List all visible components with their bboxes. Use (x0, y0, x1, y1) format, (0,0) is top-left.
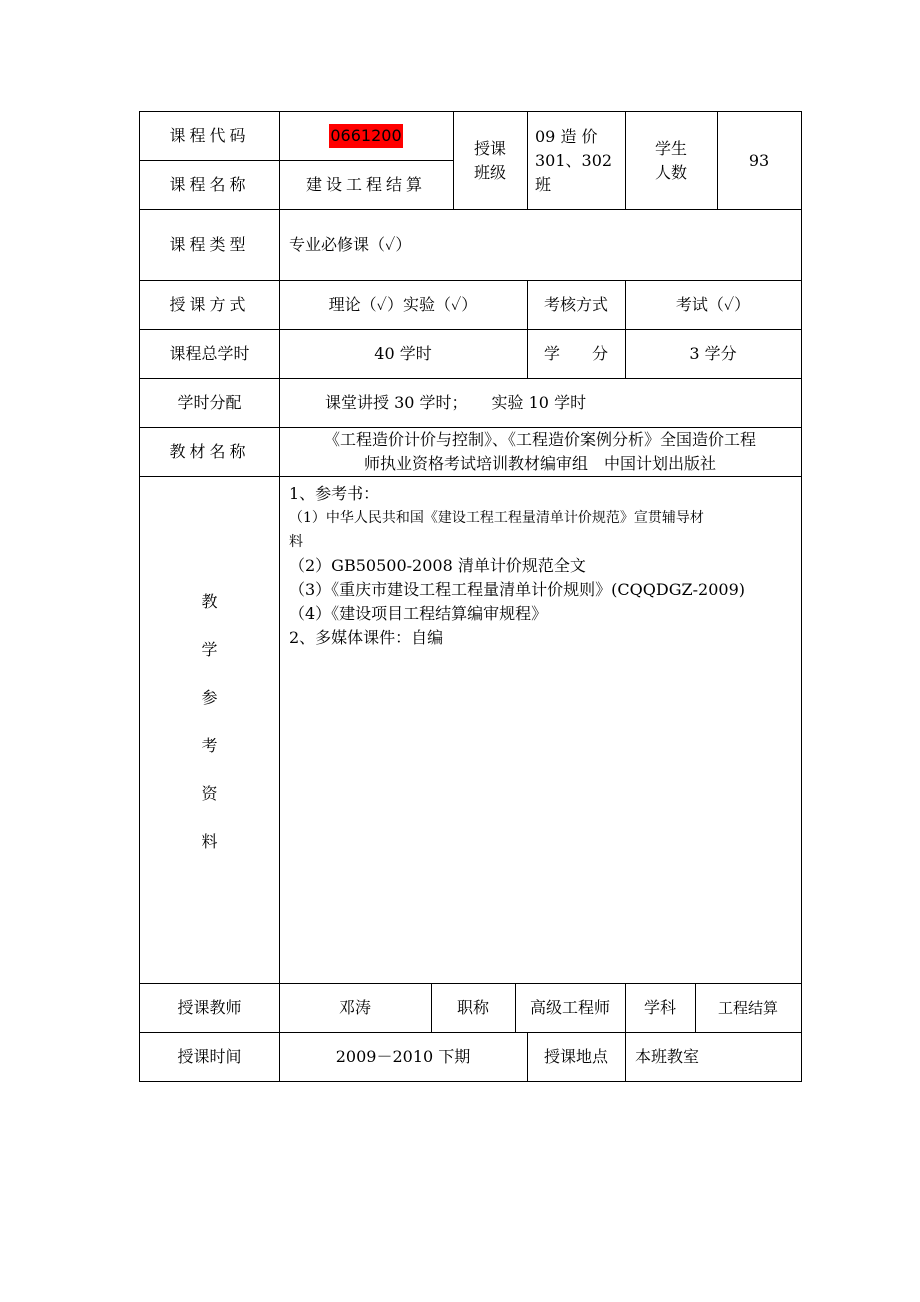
teacher-label: 授课教师 (139, 983, 280, 1033)
students-label-cell (625, 111, 718, 210)
course-code-label: 课程代码 (139, 111, 280, 161)
teaching-time-label: 授课时间 (139, 1032, 280, 1082)
course-code-value: 0661200 (329, 124, 402, 148)
reference-line: （4）《建设项目工程结算编审规程》 (289, 604, 548, 623)
textbook-line-1: 《工程造价计价与控制》、《工程造价案例分析》全国造价工程 (323, 429, 756, 449)
reference-line: （3）《重庆市建设工程工程量清单计价规则》(CQQDGZ-2009) (289, 580, 745, 599)
subject-label: 学科 (625, 983, 696, 1033)
teaching-place-value: 本班教室 (625, 1032, 802, 1082)
textbook-line-2: 师执业资格考试培训教材编审组 中国计划出版社 (363, 453, 716, 473)
job-title-label: 职称 (431, 983, 516, 1033)
teaching-mode-label: 授课方式 (139, 280, 280, 330)
class-label-1: 授课 (473, 138, 506, 158)
references-label-char: 料 (201, 831, 218, 851)
reference-line: 1、参考书： (289, 484, 380, 503)
teaching-time-value: 2009－2010 下期 (279, 1032, 528, 1082)
course-type-label: 课程类型 (139, 209, 280, 281)
class-value-1: 09 造 价 (535, 126, 598, 146)
job-title-value: 高级工程师 (515, 983, 626, 1033)
references-content (279, 476, 802, 984)
textbook-value (279, 427, 802, 477)
credit-label: 学 分 (527, 329, 626, 379)
students-label-2: 人数 (654, 162, 687, 182)
references-label-char: 资 (201, 783, 218, 803)
references-label-char: 参 (201, 687, 218, 707)
total-hours-label: 课程总学时 (139, 329, 280, 379)
reference-line: 2、多媒体课件：自编 (289, 628, 444, 647)
class-value-2: 301、302 (535, 150, 613, 170)
subject-value: 工程结算 (695, 983, 802, 1033)
course-type-value: 专业必修课（✓） (279, 209, 802, 281)
teacher-value: 邓涛 (279, 983, 432, 1033)
hours-allocation-value: 课堂讲授 30 学时； 实验 10 学时 (279, 378, 802, 428)
class-label-cell (453, 111, 528, 210)
course-code-cell (279, 111, 454, 161)
references-label-char: 教 (201, 591, 218, 611)
exam-mode-label: 考核方式 (527, 280, 626, 330)
class-value-3: 班 (535, 174, 552, 194)
reference-line: 料 (289, 534, 303, 550)
exam-mode-value: 考试（✓） (625, 280, 802, 330)
students-value: 93 (717, 111, 802, 210)
references-label (139, 476, 280, 984)
course-name-label: 课程名称 (139, 160, 280, 210)
hours-allocation-label: 学时分配 (139, 378, 280, 428)
textbook-label: 教材名称 (139, 427, 280, 477)
reference-line: （2）GB50500-2008 清单计价规范全文 (289, 556, 586, 575)
credit-value: 3 学分 (625, 329, 802, 379)
references-label-char: 学 (201, 639, 218, 659)
class-label-2: 班级 (473, 162, 506, 182)
references-label-char: 考 (201, 735, 218, 755)
teaching-place-label: 授课地点 (527, 1032, 626, 1082)
teaching-mode-value: 理论（✓）实验（✓） (279, 280, 528, 330)
students-label-1: 学生 (654, 138, 687, 158)
reference-line: （1）中华人民共和国《建设工程工程量清单计价规范》宣贯辅导材 (289, 510, 704, 526)
total-hours-value: 40 学时 (279, 329, 528, 379)
course-name-value: 建设工程结算 (279, 160, 454, 210)
class-value-cell (527, 111, 626, 210)
